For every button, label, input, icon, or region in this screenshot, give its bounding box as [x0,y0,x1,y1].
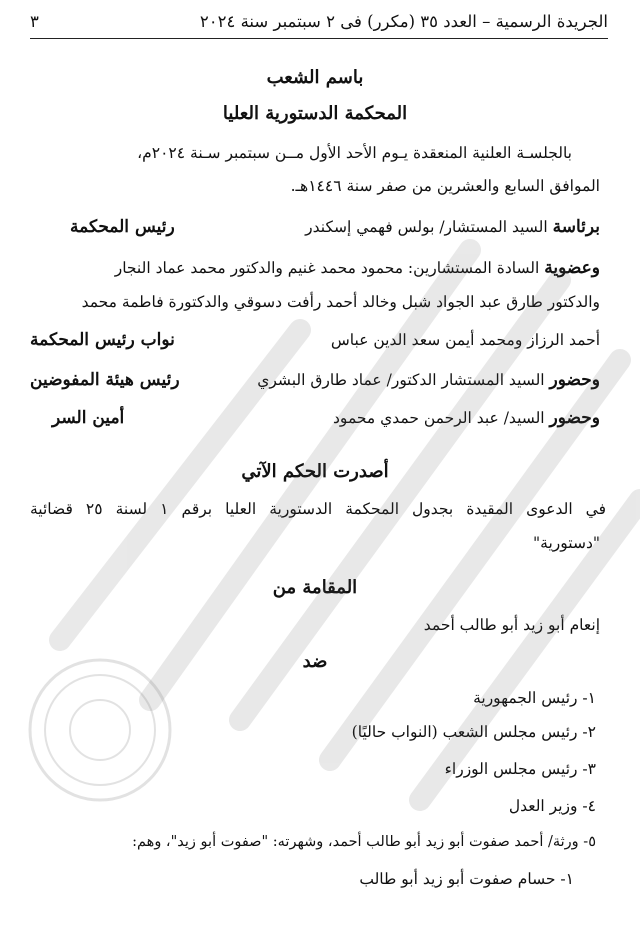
membership-text-1: السادة المستشارين: محمود محمد غنيم والدكتور محمد عماد النجار [114,259,540,277]
presidency-row [30,217,600,237]
session-line-2: الموافق السابع والعشرين من صفر سنة ١٤٤٦هـ. [290,177,600,195]
session-line-1: بالجلسـة العلنية المنعقدة يـوم الأحد الأول مــن سبتمبر سـنة ٢٠٢٤م، [137,144,572,162]
attendance-2-role: أمين السر [52,408,125,428]
case-line-2: "دستورية" [533,534,600,552]
against-heading: ضد [302,651,328,672]
attendance-1-name: السيد المستشار الدكتور/ عماد طارق البشري [257,371,545,389]
presidency-text [305,217,600,237]
presidency-lead: برئاسة [552,217,600,237]
filed-by-heading: المقامة من [272,577,358,598]
header-rule [30,38,608,39]
defendant-item: ٤- وزير العدل [508,797,596,815]
membership-role: نواب رئيس المحكمة [30,330,175,350]
membership-lead: وعضوية [544,258,600,278]
attendance-1-row [30,370,600,390]
attendance-2-text [333,408,600,428]
presidency-role: رئيس المحكمة [70,217,175,237]
defendant-item: ٥- ورثة/ أحمد صفوت أبو زيد أبو طالب أحمد، وشهرته: "صفوت أبو زيد"، وهم: [132,834,596,850]
membership-line-3-row [30,330,600,350]
membership-line-2: والدكتور طارق عبد الجواد شبل وخالد أحمد رأفت دسوقي والدكتورة فاطمة محمد [81,293,600,311]
page-number: ٣ [30,11,39,31]
header-title: الجريدة الرسمية – العدد ٣٥ (مكرر) فى ٢ سبتمبر سنة ٢٠٢٤ [199,11,608,31]
plaintiff-name: إنعام أبو زيد أبو طالب أحمد [423,616,600,634]
ruling-heading: أصدرت الحكم الآتي [241,461,389,482]
defendant-item: ٢- رئيس مجلس الشعب (النواب حاليًا) [351,723,596,741]
attendance-2-name: السيد/ عبد الرحمن حمدي محمود [333,409,545,427]
attendance-2-lead: وحضور [549,408,600,428]
heir-item: ١- حسام صفوت أبو زيد أبو طالب [359,870,574,888]
defendant-item: ٣- رئيس مجلس الوزراء [444,760,596,778]
heading-court-name: المحكمة الدستورية العليا [222,103,408,124]
attendance-1-text [257,370,600,390]
membership-line-1 [30,258,600,278]
running-header [30,7,608,35]
attendance-1-lead: وحضور [549,370,600,390]
membership-text-3: أحمد الرزاز ومحمد أيمن سعد الدين عباس [330,331,600,349]
case-line-1: في الدعوى المقيدة بجدول المحكمة الدستورية العليا برقم ١ لسنة ٢٥ قضائية [30,500,606,518]
attendance-1-role: رئيس هيئة المفوضين [30,370,180,390]
heading-in-the-name-of-people: باسم الشعب [266,67,364,88]
defendant-item: ١- رئيس الجمهورية [473,689,596,707]
presidency-name: السيد المستشار/ بولس فهمي إسكندر [305,218,548,236]
attendance-2-row [30,408,600,428]
